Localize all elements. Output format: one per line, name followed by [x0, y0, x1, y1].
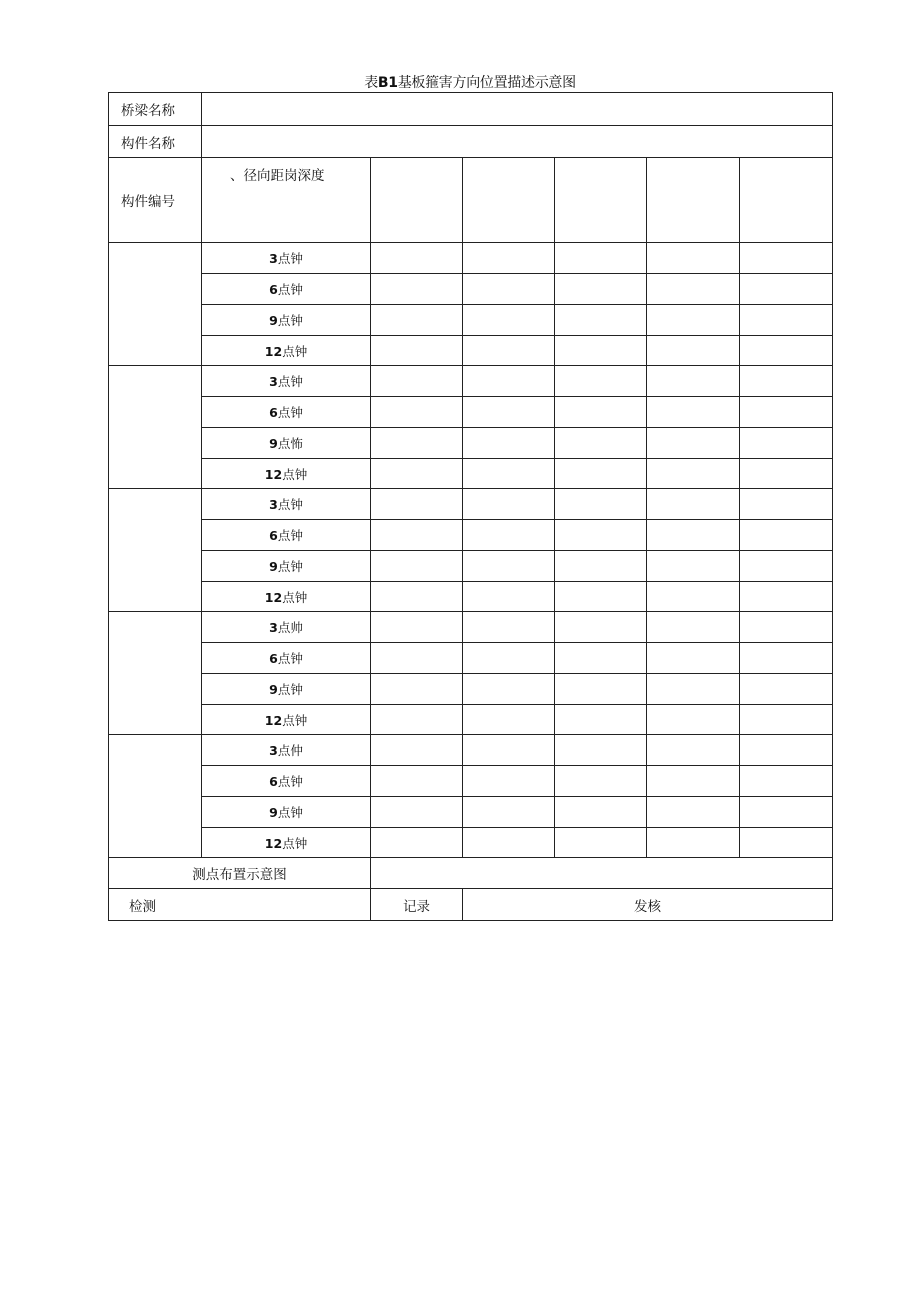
measurement-cell[interactable]	[371, 643, 463, 674]
clock-number: 6	[269, 528, 278, 543]
measurement-cell[interactable]	[555, 397, 647, 428]
measurement-cell[interactable]	[371, 551, 463, 582]
component-id-cell[interactable]	[109, 735, 202, 858]
measurement-cell[interactable]	[555, 582, 647, 612]
clock-number: 6	[269, 282, 278, 297]
clock-position-label	[202, 643, 371, 674]
measurement-cell[interactable]	[647, 582, 740, 612]
measurement-cell[interactable]	[371, 274, 463, 305]
clock-unit: 点钟	[277, 251, 303, 266]
measurement-cell[interactable]	[740, 551, 833, 582]
clock-position-label	[202, 366, 371, 397]
clock-position-label	[202, 243, 371, 274]
measurement-cell[interactable]	[555, 305, 647, 336]
depth-cell[interactable]	[740, 158, 833, 243]
measurement-cell[interactable]	[463, 766, 555, 797]
clock-unit: 点钟	[282, 589, 308, 605]
clock-row	[109, 612, 833, 643]
layout-label: 测点布置示意图	[109, 858, 371, 889]
measurement-cell[interactable]	[740, 459, 833, 489]
measurement-cell[interactable]	[555, 766, 647, 797]
measurement-cell[interactable]	[647, 274, 740, 305]
bridge-name-row	[109, 93, 833, 126]
clock-number: 9	[269, 313, 278, 328]
clock-position-label	[202, 459, 371, 489]
measurement-cell[interactable]	[463, 336, 555, 366]
measurement-cell[interactable]	[371, 459, 463, 489]
clock-row	[109, 366, 833, 397]
clock-row	[109, 766, 833, 797]
clock-number: 6	[269, 651, 278, 666]
depth-cell[interactable]	[463, 158, 555, 243]
review-label: 发核	[463, 889, 833, 921]
clock-row	[109, 735, 833, 766]
clock-number: 9	[269, 682, 278, 697]
record-label: 记录	[371, 889, 463, 921]
measurement-cell[interactable]	[740, 366, 833, 397]
measurement-cell[interactable]	[647, 643, 740, 674]
measurement-cell[interactable]	[647, 705, 740, 735]
inspect-label: 检测	[109, 889, 371, 921]
measurement-cell[interactable]	[740, 397, 833, 428]
measurement-cell[interactable]	[463, 551, 555, 582]
clock-number: 12	[264, 712, 283, 728]
measurement-cell[interactable]	[463, 366, 555, 397]
measurement-cell[interactable]	[371, 612, 463, 643]
measurement-cell[interactable]	[371, 797, 463, 828]
clock-number: 3	[269, 251, 278, 266]
clock-unit: 点钟	[277, 313, 303, 328]
measurement-cell[interactable]	[463, 305, 555, 336]
measurement-cell[interactable]	[371, 428, 463, 459]
measurement-cell[interactable]	[555, 274, 647, 305]
measurement-cell[interactable]	[555, 735, 647, 766]
clock-position-label	[202, 612, 371, 643]
clock-row	[109, 397, 833, 428]
measurement-cell[interactable]	[463, 643, 555, 674]
clock-position-label	[202, 828, 371, 858]
clock-unit: 点钟	[277, 651, 303, 666]
clock-number: 9	[269, 805, 278, 820]
measurement-cell[interactable]	[463, 674, 555, 705]
measurement-cell[interactable]	[647, 243, 740, 274]
measurement-cell[interactable]	[740, 520, 833, 551]
measurement-cell[interactable]	[463, 243, 555, 274]
measurement-cell[interactable]	[647, 336, 740, 366]
measurement-cell[interactable]	[371, 735, 463, 766]
clock-unit: 点钟	[277, 682, 303, 697]
measurement-cell[interactable]	[740, 705, 833, 735]
clock-number: 9	[269, 559, 278, 574]
depth-cell[interactable]	[555, 158, 647, 243]
measurement-cell[interactable]	[740, 305, 833, 336]
clock-position-label	[202, 305, 371, 336]
clock-row	[109, 489, 833, 520]
title-prefix: 表	[364, 75, 378, 91]
measurement-cell[interactable]	[463, 612, 555, 643]
measurement-cell[interactable]	[463, 428, 555, 459]
radial-depth-header: 、径向距岗深度	[202, 158, 371, 243]
clock-position-label	[202, 428, 371, 459]
measurement-cell[interactable]	[555, 797, 647, 828]
clock-row	[109, 336, 833, 366]
measurement-cell[interactable]	[647, 766, 740, 797]
measurement-cell[interactable]	[371, 243, 463, 274]
clock-number: 12	[264, 343, 283, 359]
component-id-cell[interactable]	[109, 243, 202, 366]
component-id-row	[109, 158, 833, 243]
measurement-cell[interactable]	[555, 828, 647, 858]
measurement-cell[interactable]	[740, 428, 833, 459]
measurement-cell[interactable]	[463, 705, 555, 735]
clock-row	[109, 243, 833, 274]
inspection-table	[108, 92, 833, 921]
measurement-cell[interactable]	[371, 366, 463, 397]
clock-row	[109, 674, 833, 705]
clock-unit: 点仲	[277, 743, 303, 758]
clock-row	[109, 705, 833, 735]
measurement-cell[interactable]	[371, 397, 463, 428]
measurement-cell[interactable]	[371, 766, 463, 797]
clock-position-label	[202, 551, 371, 582]
clock-unit: 点钟	[277, 282, 303, 297]
clock-position-label	[202, 797, 371, 828]
measurement-cell[interactable]	[371, 674, 463, 705]
clock-number: 12	[264, 835, 283, 851]
measurement-cell[interactable]	[647, 612, 740, 643]
measurement-cell[interactable]	[740, 274, 833, 305]
clock-position-label	[202, 705, 371, 735]
measurement-cell[interactable]	[555, 336, 647, 366]
measurement-cell[interactable]	[647, 366, 740, 397]
clock-unit: 点钟	[277, 774, 303, 789]
clock-unit: 点钟	[277, 497, 303, 512]
signature-row	[109, 889, 833, 921]
measurement-cell[interactable]	[740, 489, 833, 520]
measurement-cell[interactable]	[555, 520, 647, 551]
clock-row	[109, 797, 833, 828]
measurement-cell[interactable]	[647, 520, 740, 551]
clock-row	[109, 428, 833, 459]
clock-position-label	[202, 674, 371, 705]
measurement-cell[interactable]	[463, 489, 555, 520]
bridge-name-field[interactable]	[202, 93, 833, 126]
measurement-cell[interactable]	[555, 489, 647, 520]
measurement-cell[interactable]	[463, 397, 555, 428]
measurement-cell[interactable]	[740, 336, 833, 366]
clock-number: 6	[269, 405, 278, 420]
measurement-cell[interactable]	[555, 459, 647, 489]
document-title	[108, 72, 832, 92]
measurement-cell[interactable]	[555, 366, 647, 397]
clock-position-label	[202, 336, 371, 366]
measurement-cell[interactable]	[555, 612, 647, 643]
measurement-cell[interactable]	[555, 243, 647, 274]
measurement-cell[interactable]	[740, 243, 833, 274]
measurement-cell[interactable]	[371, 705, 463, 735]
depth-cell[interactable]	[647, 158, 740, 243]
measurement-cell[interactable]	[647, 428, 740, 459]
clock-row	[109, 551, 833, 582]
measurement-cell[interactable]	[463, 274, 555, 305]
measurement-cell[interactable]	[740, 828, 833, 858]
measurement-cell[interactable]	[463, 459, 555, 489]
clock-number: 3	[269, 497, 278, 512]
component-id-label: 构件编号	[109, 158, 202, 243]
measurement-cell[interactable]	[740, 643, 833, 674]
clock-position-label	[202, 766, 371, 797]
measurement-cell[interactable]	[647, 797, 740, 828]
measurement-cell[interactable]	[740, 766, 833, 797]
measurement-cell[interactable]	[647, 489, 740, 520]
clock-unit: 点钟	[277, 374, 303, 389]
clock-unit: 点钟	[282, 712, 308, 728]
clock-row	[109, 459, 833, 489]
measurement-cell[interactable]	[463, 828, 555, 858]
title-text: 基板箍害方向位置描述示意图	[397, 75, 576, 91]
clock-row	[109, 643, 833, 674]
bridge-name-label: 桥梁名称	[109, 93, 202, 126]
measurement-cell[interactable]	[740, 797, 833, 828]
measurement-cell[interactable]	[647, 459, 740, 489]
measurement-cell[interactable]	[555, 705, 647, 735]
clock-unit: 点钟	[282, 343, 308, 359]
measurement-cell[interactable]	[463, 520, 555, 551]
measurement-cell[interactable]	[740, 674, 833, 705]
measurement-cell[interactable]	[647, 397, 740, 428]
clock-row	[109, 520, 833, 551]
measurement-cell[interactable]	[647, 305, 740, 336]
measurement-cell[interactable]	[371, 336, 463, 366]
component-id-cell[interactable]	[109, 366, 202, 489]
measurement-cell[interactable]	[555, 643, 647, 674]
clock-unit: 点钟	[277, 528, 303, 543]
measurement-cell[interactable]	[371, 582, 463, 612]
clock-unit: 点帅	[277, 620, 303, 635]
measurement-cell[interactable]	[371, 828, 463, 858]
measurement-cell[interactable]	[647, 735, 740, 766]
clock-number: 3	[269, 374, 278, 389]
clock-number: 12	[264, 466, 283, 482]
component-name-row	[109, 126, 833, 158]
measurement-cell[interactable]	[371, 305, 463, 336]
layout-row	[109, 858, 833, 889]
clock-unit: 点钟	[282, 466, 308, 482]
clock-number: 12	[264, 589, 283, 605]
measurement-cell[interactable]	[740, 582, 833, 612]
clock-unit: 点钟	[277, 805, 303, 820]
measurement-cell[interactable]	[371, 520, 463, 551]
measurement-cell[interactable]	[555, 551, 647, 582]
measurement-cell[interactable]	[463, 582, 555, 612]
clock-number: 9	[269, 436, 278, 451]
clock-row	[109, 828, 833, 858]
clock-row	[109, 582, 833, 612]
measurement-cell[interactable]	[647, 674, 740, 705]
measurement-cell[interactable]	[647, 828, 740, 858]
measurement-cell[interactable]	[740, 612, 833, 643]
clock-unit: 点钟	[282, 835, 308, 851]
component-id-cell[interactable]	[109, 612, 202, 735]
clock-position-label	[202, 274, 371, 305]
clock-position-label	[202, 582, 371, 612]
measurement-cell[interactable]	[555, 674, 647, 705]
clock-number: 6	[269, 774, 278, 789]
clock-position-label	[202, 520, 371, 551]
clock-position-label	[202, 489, 371, 520]
clock-unit: 点钟	[277, 405, 303, 420]
measurement-cell[interactable]	[740, 735, 833, 766]
title-code: B1	[377, 75, 398, 91]
depth-cell[interactable]	[371, 158, 463, 243]
clock-row	[109, 274, 833, 305]
clock-unit: 点钟	[277, 559, 303, 574]
clock-unit: 点怖	[277, 436, 303, 451]
component-id-cell[interactable]	[109, 489, 202, 612]
measurement-cell[interactable]	[555, 428, 647, 459]
clock-row	[109, 305, 833, 336]
component-name-label: 构件名称	[109, 126, 202, 158]
clock-number: 3	[269, 743, 278, 758]
layout-field[interactable]	[371, 858, 833, 889]
measurement-cell[interactable]	[371, 489, 463, 520]
measurement-cell[interactable]	[647, 551, 740, 582]
measurement-cell[interactable]	[463, 735, 555, 766]
clock-position-label	[202, 397, 371, 428]
component-name-field[interactable]	[202, 126, 833, 158]
clock-number: 3	[269, 620, 278, 635]
measurement-cell[interactable]	[463, 797, 555, 828]
clock-position-label	[202, 735, 371, 766]
